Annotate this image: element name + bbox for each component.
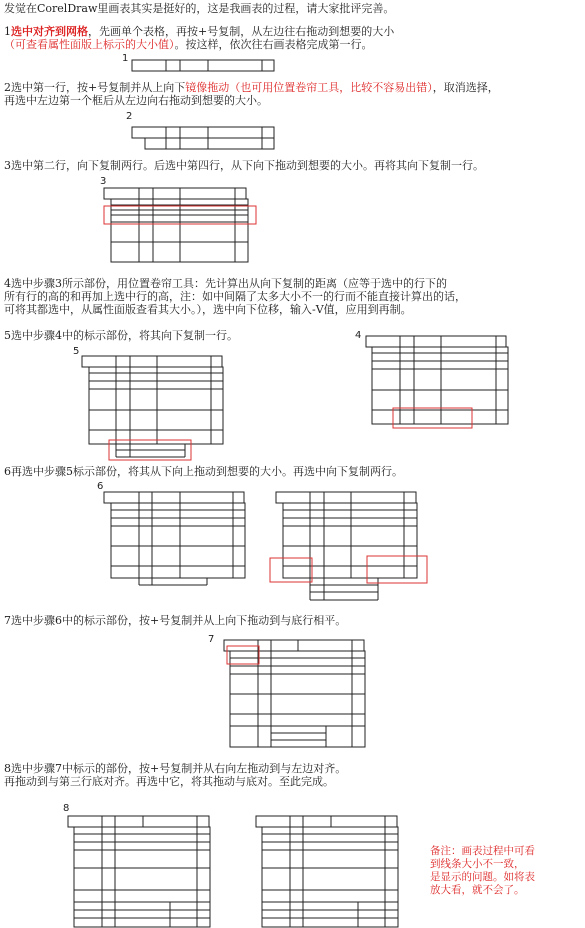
step1-number: 1 <box>4 25 11 38</box>
figure-label-5: 5 <box>73 346 80 357</box>
figure-8-left-table <box>68 816 210 927</box>
figure-label-4: 4 <box>355 330 362 341</box>
step8-text1: 选中步骤7中标示的部份，按+号复制并从右向左拖动到与左边对齐。 <box>11 762 347 775</box>
step5-number: 5 <box>4 329 11 342</box>
figure-label-1: 1 <box>122 53 129 64</box>
step4-line2: 所有行的高的和再加上选中行的高，注：如中间隔了太多大小不一的行而不能直接计算出的话， <box>4 290 466 303</box>
step2-text-b: ，取消选择， <box>432 81 499 94</box>
figure-label-7: 7 <box>208 634 215 645</box>
figure-label-6: 6 <box>97 481 104 492</box>
step4-number: 4 <box>4 277 11 290</box>
step2-text-a: 选中第一行，按+号复制并从上向下 <box>11 81 186 94</box>
note-line2: 到线条大小不一致， <box>430 858 525 870</box>
note-line3: 是显示的问题。如将表 <box>430 871 535 883</box>
step1-text: ，先画单个表格，再按+号复制，从左边往右拖动到想要的大小 <box>88 25 395 38</box>
figure-1-table <box>132 60 274 71</box>
step3-number: 3 <box>4 159 11 172</box>
step8-number: 8 <box>4 762 11 775</box>
step4-text1: 选中步骤3所示部份，用位置卷帘工具：先计算出从向下复制的距离（应等于选中的行下的 <box>11 277 447 290</box>
figure-6-left-table <box>104 492 245 585</box>
step1-note: （可查看属性面版上标示的大小值） <box>4 38 175 51</box>
figure-label-2: 2 <box>126 111 133 122</box>
figure-6-right-table <box>276 492 417 600</box>
figure-5-table <box>82 356 223 457</box>
step2-highlight-b: （也可用位置卷帘工具，比较不容易出错） <box>229 81 433 94</box>
figure-7-table <box>224 640 365 747</box>
figure-4-highlight <box>393 408 472 428</box>
step1-title: 选中对齐到网格 <box>11 25 88 38</box>
figure-8-right-table <box>256 816 398 927</box>
figure-7-highlight <box>227 646 259 664</box>
figure-label-3: 3 <box>100 176 107 187</box>
step3-text: 选中第二行，向下复制两行。后选中第四行，从下向下拖动到想要的大小。再将其向下复制一行。 <box>11 159 484 172</box>
note-line4: 放大看，就不会了。 <box>430 884 525 896</box>
step5-text: 选中步骤4中的标示部份，将其向下复制一行。 <box>11 329 238 342</box>
figure-3-table <box>104 188 248 262</box>
step8-line2: 再拖动到与第三行底对齐。再选中它，将其拖动与底对。至此完成。 <box>4 775 334 788</box>
intro-text: 发觉在CorelDraw里画表其实是挺好的，这是我画表的过程，请大家批评完善。 <box>4 2 395 15</box>
figure-4-table <box>366 336 508 424</box>
step7-number: 7 <box>4 614 11 627</box>
step2-number: 2 <box>4 81 11 94</box>
note-line1: 备注：画表过程中可看 <box>430 845 535 857</box>
step7-text: 选中步骤6中的标示部份，按+号复制并从上向下拖动到与底行相平。 <box>11 614 347 627</box>
figure-2-table <box>132 127 274 149</box>
step2-highlight-a: 镜像拖动 <box>185 81 230 94</box>
figure-6-highlight-right <box>367 556 427 583</box>
step2-line2: 再选中左边第一个框后从左边向右拖动到想要的大小。 <box>4 94 268 107</box>
step4-line3: 可将其都选中，从属性面版查看其大小。），选中向下位移，输入-V值，应用到再制。 <box>4 303 412 316</box>
step6-text: 再选中步骤5标示部份，将其从下向上拖动到想要的大小。再选中向下复制两行。 <box>11 465 403 478</box>
step1-text2: 。按这样，依次往右画表格完成第一行。 <box>174 38 373 51</box>
figure-label-8: 8 <box>63 803 70 814</box>
step6-number: 6 <box>4 465 11 478</box>
